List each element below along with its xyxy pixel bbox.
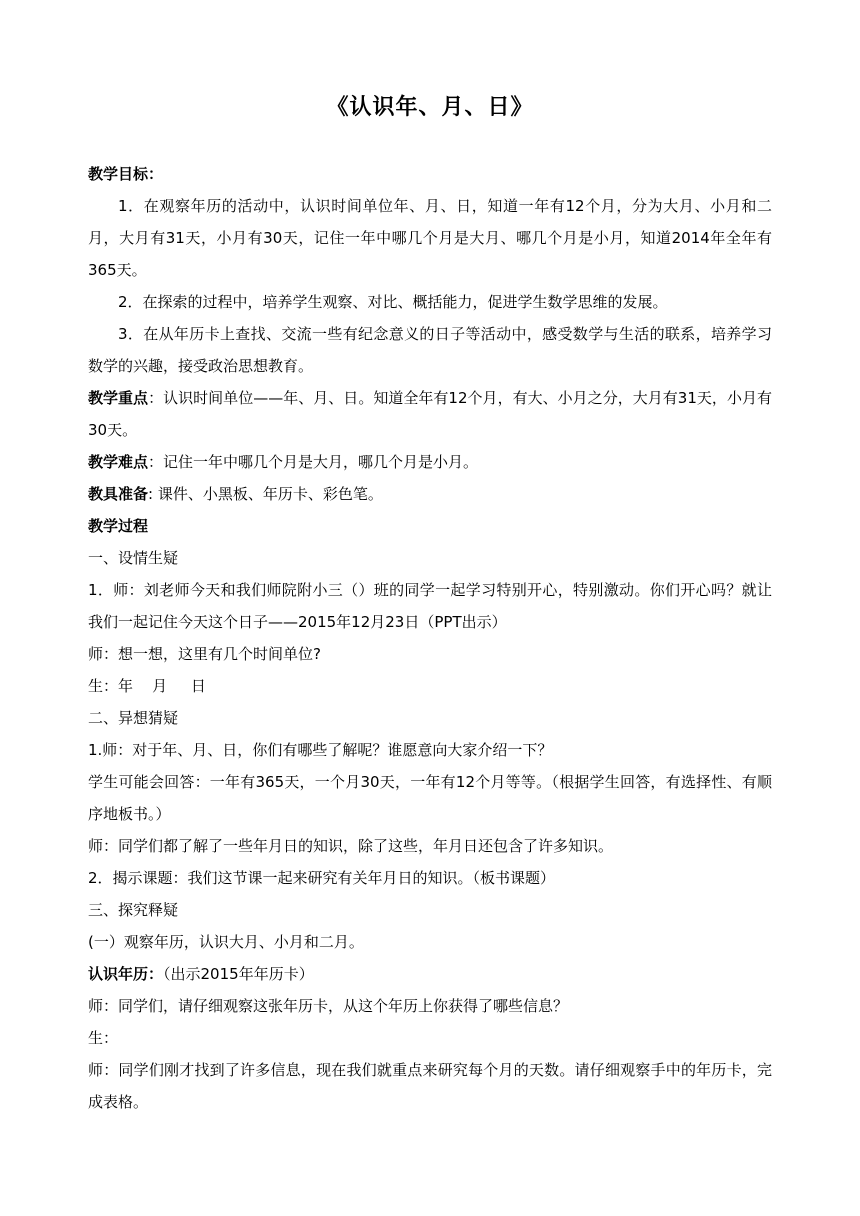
page-title: 《认识年、月、日》 [326,95,534,120]
section3-line-3: 师：同学们刚才找到了许多信息，现在我们就重点来研究每个月的天数。请仔细观察手中的年历卡，完成表格。 [88,1061,772,1111]
section3-line-2: 生： [88,1029,119,1047]
process-heading: 教学过程 [88,517,149,535]
difficulty-text: ：记住一年中哪几个月是大月，哪几个月是小月。 [148,453,479,471]
section3-sub1: (一）观察年历，认识大月、小月和二月。 [88,933,364,951]
key-point-paragraph [88,382,772,446]
difficulty-label: 教学难点 [88,453,149,471]
section1-heading: 一、设情生疑 [88,549,179,567]
objective-item-1: 1．在观察年历的活动中，认识时间单位年、月、日，知道一年有12个月，分为大月、小月和二月，大月有31天，小月有30天，记住一年中哪几个月是大月、哪几个月是小月，知道2014年全年有365天。 [88,197,772,279]
section3-line-1: 师：同学们，请仔细观察这张年历卡，从这个年历上你获得了哪些信息？ [88,997,569,1015]
calendar-text: （出示2015年年历卡） [163,965,314,983]
section2-line-4: 2．揭示课题：我们这节课一起来研究有关年月日的知识。（板书课题） [88,869,556,887]
materials-text: : 课件、小黑板、年历卡、彩色笔。 [148,485,383,503]
objectives-heading: 教学目标： [88,165,164,183]
key-point-text: ：认识时间单位——年、月、日。知道全年有12个月，有大、小月之分，大月有31天，小月有30天。 [88,389,772,439]
materials-label: 教具准备 [88,485,149,503]
document-body [88,158,772,1118]
section2-line-1: 1.师：对于年、月、日，你们有哪些了解呢？谁愿意向大家介绍一下？ [88,741,553,759]
section3-heading: 三、探究释疑 [88,901,179,919]
section1-line-2: 师：想一想，这里有几个时间单位? [88,645,321,663]
key-point-label: 教学重点 [88,389,149,407]
section2-line-3: 师：同学们都了解了一些年月日的知识，除了这些，年月日还包含了许多知识。 [88,837,614,855]
section1-line-1: 1．师：刘老师今天和我们师院附小三（）班的同学一起学习特别开心，特别激动。你们开心吗？就让我们一起记住今天这个日子——2015年12月23日（PPT出示） [88,581,772,631]
objective-item-3: 3．在从年历卡上查找、交流一些有纪念意义的日子等活动中，感受数学与生活的联系，培养学习数学的兴趣，接受政治思想教育。 [88,325,772,375]
section2-heading: 二、异想猜疑 [88,709,179,727]
difficulty-paragraph [88,446,772,478]
materials-paragraph [88,478,772,510]
objective-item-2: 2．在探索的过程中，培养学生观察、对比、概括能力，促进学生数学思维的发展。 [118,293,668,311]
section2-line-2: 学生可能会回答：一年有365天，一个月30天，一年有12个月等等。（根据学生回答，有选择性、有顺序地板书。） [88,773,772,823]
calendar-paragraph [88,958,772,990]
section1-line-3: 生：年 月 日 [88,677,206,695]
calendar-label: 认识年历： [88,965,164,983]
